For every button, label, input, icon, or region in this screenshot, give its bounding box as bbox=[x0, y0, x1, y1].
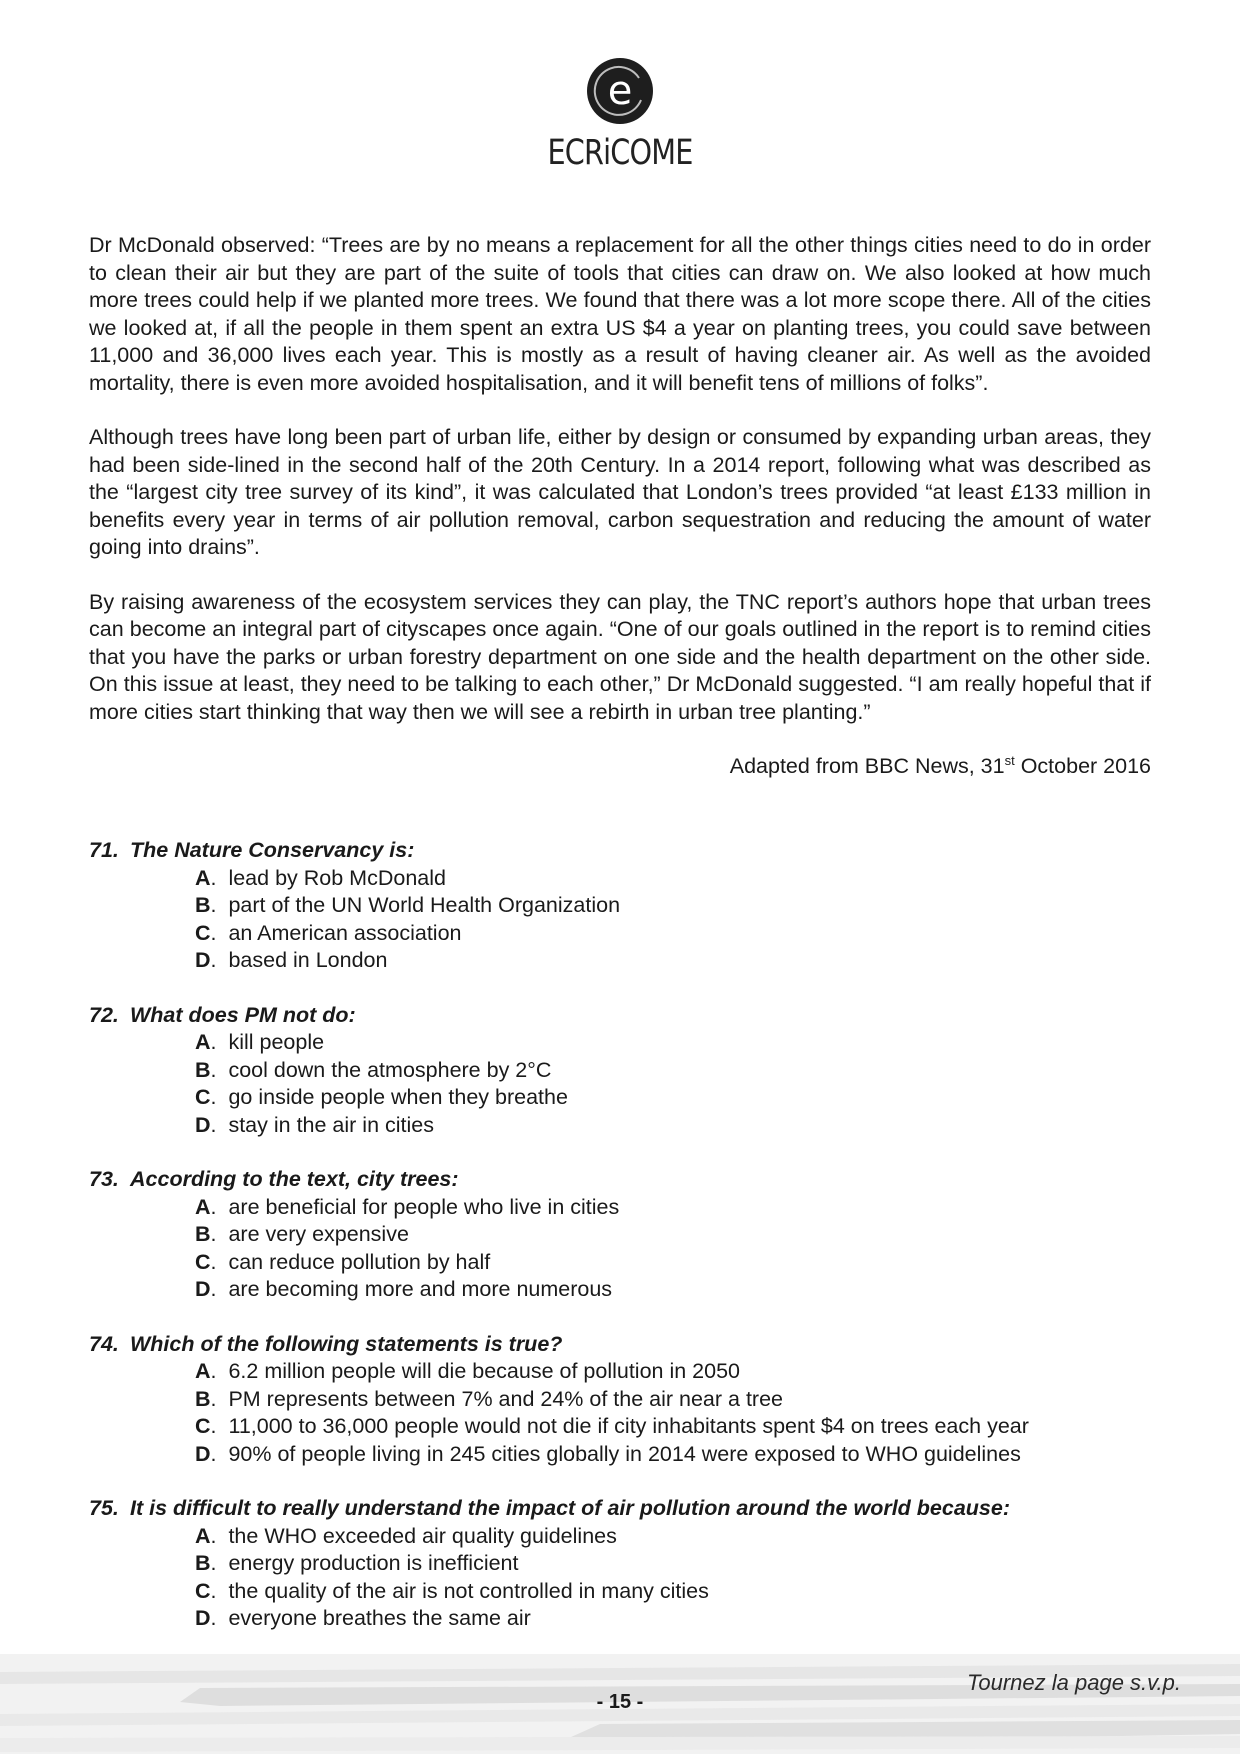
page-number: - 15 - bbox=[596, 1691, 644, 1713]
option-c[interactable]: C. the quality of the air is not controlled in many cities bbox=[195, 1578, 709, 1603]
option-b[interactable]: B. PM represents between 7% and 24% of the air near a tree bbox=[195, 1386, 784, 1411]
article-text bbox=[89, 232, 1151, 780]
option-b[interactable]: B. energy production is inefficient bbox=[195, 1551, 519, 1575]
article-paragraph: Although trees have long been part of urban life, either by design or consumed by expanding urban areas, they had been side-lined in the second half of the 20th Century. In a 2014 report, following what was described as the “largest city tree survey of its kind”, it was calculated that London’s trees provided “at least £133 million in benefits every year in terms of air pollution removal, carbon sequestration and reducing the amount of water going into drains”. bbox=[89, 425, 1151, 559]
brand-name: ECRiCOME bbox=[547, 133, 693, 173]
option-b[interactable]: B. part of the UN World Health Organization bbox=[195, 893, 621, 917]
option-d[interactable]: D. based in London bbox=[195, 948, 388, 972]
option-d[interactable]: D. 90% of people living in 245 cities globally in 2014 were exposed to WHO guidelines bbox=[195, 1441, 1021, 1466]
option-d[interactable]: D. are becoming more and more numerous bbox=[195, 1277, 613, 1301]
option-a[interactable]: A. kill people bbox=[195, 1030, 325, 1054]
option-d[interactable]: D. everyone breathes the same air bbox=[195, 1606, 531, 1630]
question-text: According to the text, city trees: bbox=[130, 1167, 459, 1191]
question-number: 71. bbox=[89, 838, 119, 862]
question-75 bbox=[89, 1495, 1189, 1633]
turn-page-note: Tournez la page s.v.p. bbox=[966, 1670, 1181, 1695]
question-number: 73. bbox=[89, 1167, 119, 1191]
option-a[interactable]: A. 6.2 million people will die because of pollution in 2050 bbox=[195, 1359, 741, 1383]
option-c[interactable]: C. an American association bbox=[195, 920, 462, 945]
question-number: 75. bbox=[89, 1496, 119, 1520]
answer-options bbox=[89, 1523, 1189, 1633]
option-c[interactable]: C. 11,000 to 36,000 people would not die if city inhabitants spent $4 on trees each year bbox=[195, 1414, 1029, 1438]
option-b[interactable]: B. are very expensive bbox=[195, 1222, 409, 1246]
article-paragraph: Dr McDonald observed: “Trees are by no means a replacement for all the other things cities need to do in order to clean their air but they are part of the suite of tools that cities can draw on. We also looked at how much more trees could help if we planted more trees. We found that there was a lot more scope there. All of the cities we looked at, if all the people in them spent an extra US $4 a year on planting trees, you could save between 11,000 and 36,000 lives each year. This is mostly as a result of having cleaner air. As well as the avoided mortality, there is even more avoided hospitalisation, and it will benefit tens of millions of folks”. bbox=[89, 233, 1151, 395]
answer-options bbox=[89, 1029, 1189, 1139]
question-number: 74. bbox=[89, 1331, 119, 1356]
question-74 bbox=[89, 1331, 1189, 1469]
option-c[interactable]: C. can reduce pollution by half bbox=[195, 1249, 491, 1274]
answer-options bbox=[89, 865, 1189, 975]
svg-text:e: e bbox=[607, 68, 633, 114]
option-c[interactable]: C. go inside people when they breathe bbox=[195, 1085, 568, 1109]
ecricome-logo-icon bbox=[585, 56, 655, 126]
question-text: Which of the following statements is true? bbox=[130, 1331, 563, 1356]
ecricome-logo bbox=[0, 56, 1240, 173]
question-text: What does PM not do: bbox=[130, 1002, 356, 1027]
question-list bbox=[89, 837, 1189, 1660]
question-72 bbox=[89, 1002, 1189, 1140]
question-text: The Nature Conservancy is: bbox=[130, 838, 415, 862]
article-source: Adapted from BBC News, 31st October 2016 bbox=[729, 752, 1151, 778]
question-text: It is difficult to really understand the impact of air pollution around the world because: bbox=[130, 1496, 1010, 1520]
question-71 bbox=[89, 837, 1189, 975]
answer-options bbox=[89, 1358, 1189, 1468]
question-number: 72. bbox=[89, 1002, 119, 1027]
answer-options bbox=[89, 1194, 1189, 1304]
option-d[interactable]: D. stay in the air in cities bbox=[195, 1112, 434, 1137]
option-b[interactable]: B. cool down the atmosphere by 2°C bbox=[195, 1057, 552, 1082]
article-paragraph: By raising awareness of the ecosystem services they can play, the TNC report’s authors hope that urban trees can become an integral part of cityscapes once again. “One of our goals outlined in the report is to remind cities that you have the parks or urban forestry department on one side and the health department on the other side. On this issue at least, they need to be talking to each other,” Dr McDonald suggested. “I am really hopeful that if more cities start thinking that way then we will see a rebirth in urban tree planting.” bbox=[89, 589, 1151, 724]
question-73 bbox=[89, 1166, 1189, 1304]
option-a[interactable]: A. are beneficial for people who live in cities bbox=[195, 1194, 620, 1219]
option-a[interactable]: A. lead by Rob McDonald bbox=[195, 865, 446, 890]
option-a[interactable]: A. the WHO exceeded air quality guidelines bbox=[195, 1523, 617, 1548]
